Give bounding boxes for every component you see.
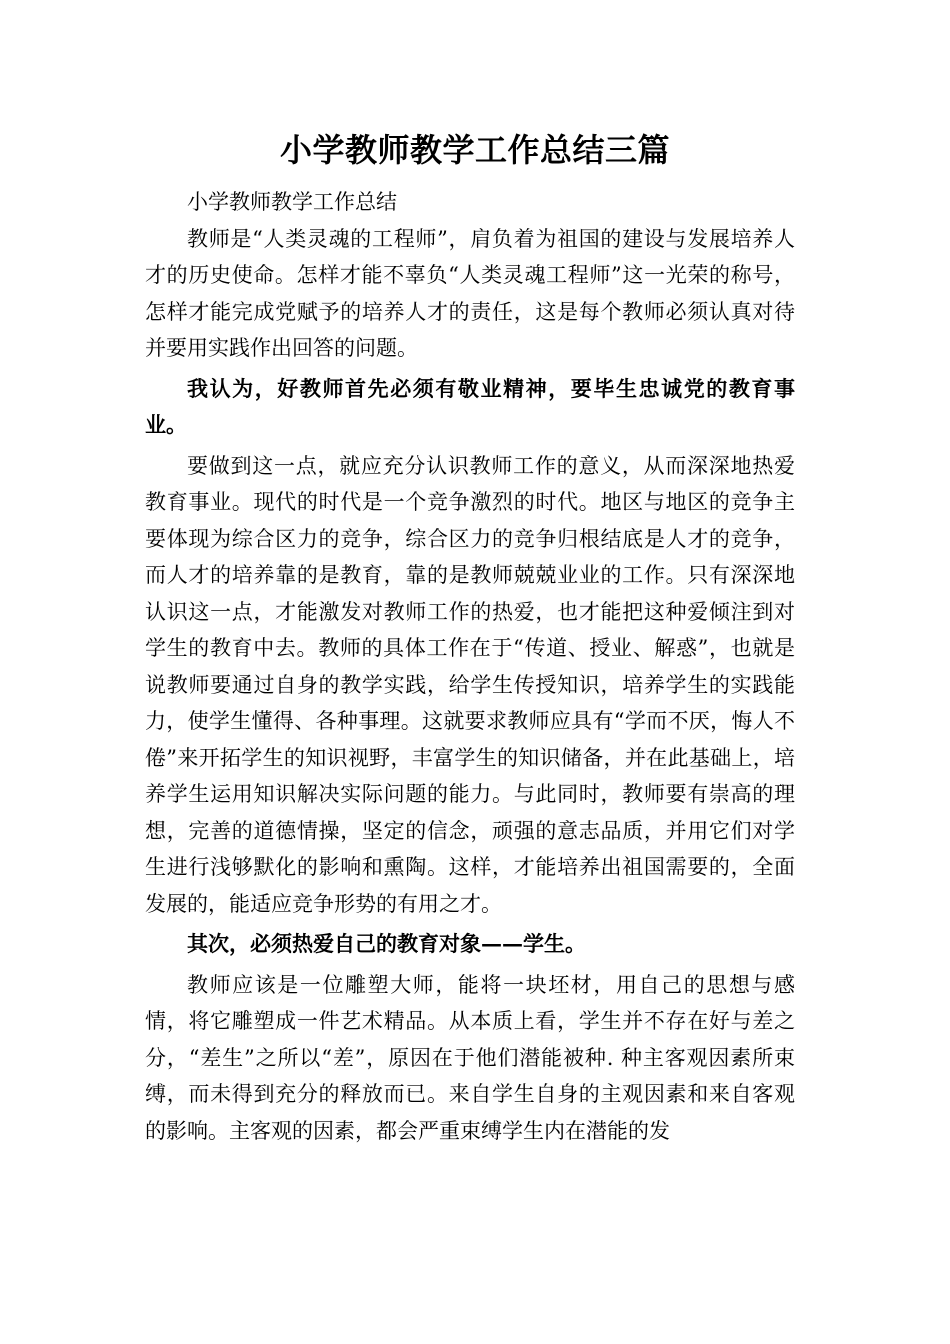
document-body [145,184,795,1149]
paragraph-heading-dedication: 我认为，好教师首先必须有敬业精神，要毕生忠诚党的教育事业。 [145,375,795,437]
paragraph-heading-students: 其次，必须热爱自己的教育对象——学生。 [187,931,586,956]
paragraph-dedication-body: 要做到这一点，就应充分认识教师工作的意义，从而深深地热爱教育事业。现代的时代是一个竞争激烈的时代。地区与地区的竞争主要体现为综合区力的竞争，综合区力的竞争归根结底是人才的竞争，而人才的培养靠的是教育，靠的是教师兢兢业业的工作。只有深深地认识这一点，才能激发对教师工作的热爱，也才能把这种爱倾注到对学生的教育中去。教师的具体工作在于“传道、授业、解惑”，也就是说教师要通过自身的教学实践，给学生传授知识，培养学生的实践能力，使学生懂得、各种事理。这就要求教师应具有“学而不厌，悔人不倦”来开拓学生的知识视野，丰富学生的知识储备，并在此基础上，培养学生运用知识解决实际问题的能力。与此同时，教师要有崇高的理想，完善的道德情操，坚定的信念，顽强的意志品质，并用它们对学生进行浅够默化的影响和熏陶。这样，才能培养出祖国需要的，全面发展的，能适应竞争形势的有用之才。 [145,453,795,916]
document-title: 小学教师教学工作总结三篇 [279,131,670,169]
document-subtitle: 小学教师教学工作总结 [187,190,397,214]
paragraph-intro: 教师是“人类灵魂的工程师”，肩负着为祖国的建设与发展培养人才的历史使命。怎样才能不辜负“人类灵魂工程师”这一光荣的称号，怎样才能完成党赋予的培养人才的责任，这是每个教师必须认真对待并要用实践作出回答的问题。 [145,226,795,360]
paragraph-students-body: 教师应该是一位雕塑大师，能将一块坯材，用自己的思想与感情，将它雕塑成一件艺术精品。从本质上看，学生并不存在好与差之分，“差生”之所以“差”，原因在于他们潜能被种. 种主客观因素所束缚，而未得到充分的释放而已。来自学生自身的主观因素和来自客观的影响。主客观的因素，都会严重束缚学生内在潜能的发 [145,972,795,1143]
